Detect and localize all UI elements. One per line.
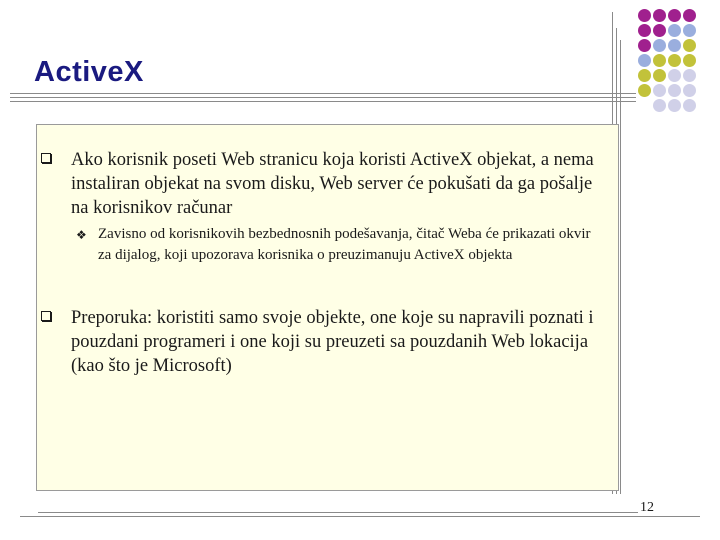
title-rule-3 [10, 101, 636, 102]
square-bullet-icon [40, 151, 54, 165]
decorative-dot [683, 99, 696, 112]
decorative-dot [653, 24, 666, 37]
decorative-dot [683, 84, 696, 97]
decorative-dot [668, 54, 681, 67]
decorative-dot [653, 69, 666, 82]
decorative-dot [668, 69, 681, 82]
decorative-dot [653, 39, 666, 52]
decorative-dot [668, 84, 681, 97]
sub-bullet-1 [76, 224, 596, 266]
title-rule-1 [10, 93, 636, 94]
bullet-1-text: Ako korisnik poseti Web stranicu koja koristi ActiveX objekat, a nema instaliran objekat na svom disku, Web server će pokušati da ga pošalje na korisnikov računar [71, 150, 594, 218]
decorative-dot [683, 39, 696, 52]
diamond-bullet-icon: ❖ [76, 228, 87, 242]
decorative-dot [683, 54, 696, 67]
decorative-dot [668, 39, 681, 52]
decorative-dot [653, 9, 666, 22]
decorative-dot [668, 24, 681, 37]
page-number: 12 [640, 500, 654, 515]
bullet-1 [40, 148, 610, 220]
decorative-dot [683, 24, 696, 37]
decorative-dot [653, 54, 666, 67]
bullet-2 [40, 306, 610, 378]
decorative-dot-grid [638, 9, 710, 109]
decorative-dot [638, 54, 651, 67]
decorative-dot [683, 9, 696, 22]
decorative-dot [638, 24, 651, 37]
bottom-rule-2 [20, 516, 700, 517]
bullet-2-text: Preporuka: koristiti samo svoje objekte, one koje su napravili poznati i pouzdani programeri i one koji su preuzeti sa pouzdanih Web lokacija (kao što je Microsoft) [71, 308, 594, 376]
decorative-dot [638, 69, 651, 82]
decorative-dot [668, 9, 681, 22]
title-rule-2 [10, 97, 636, 98]
square-bullet-icon [40, 309, 54, 323]
decorative-dot [638, 39, 651, 52]
decorative-dot [638, 9, 651, 22]
right-rule-3 [620, 40, 621, 494]
sub-bullet-1-text: Zavisno od korisnikovih bezbednosnih podešavanja, čitač Weba će prikazati okvir za dijalog, koji upozorava korisnika o preuzimanuju ActiveX objekta [98, 226, 591, 263]
decorative-dot [668, 99, 681, 112]
bottom-rule-1 [38, 512, 638, 513]
decorative-dot [653, 84, 666, 97]
decorative-dot [683, 69, 696, 82]
slide-title: ActiveX [34, 56, 144, 88]
decorative-dot [653, 99, 666, 112]
decorative-dot [638, 84, 651, 97]
